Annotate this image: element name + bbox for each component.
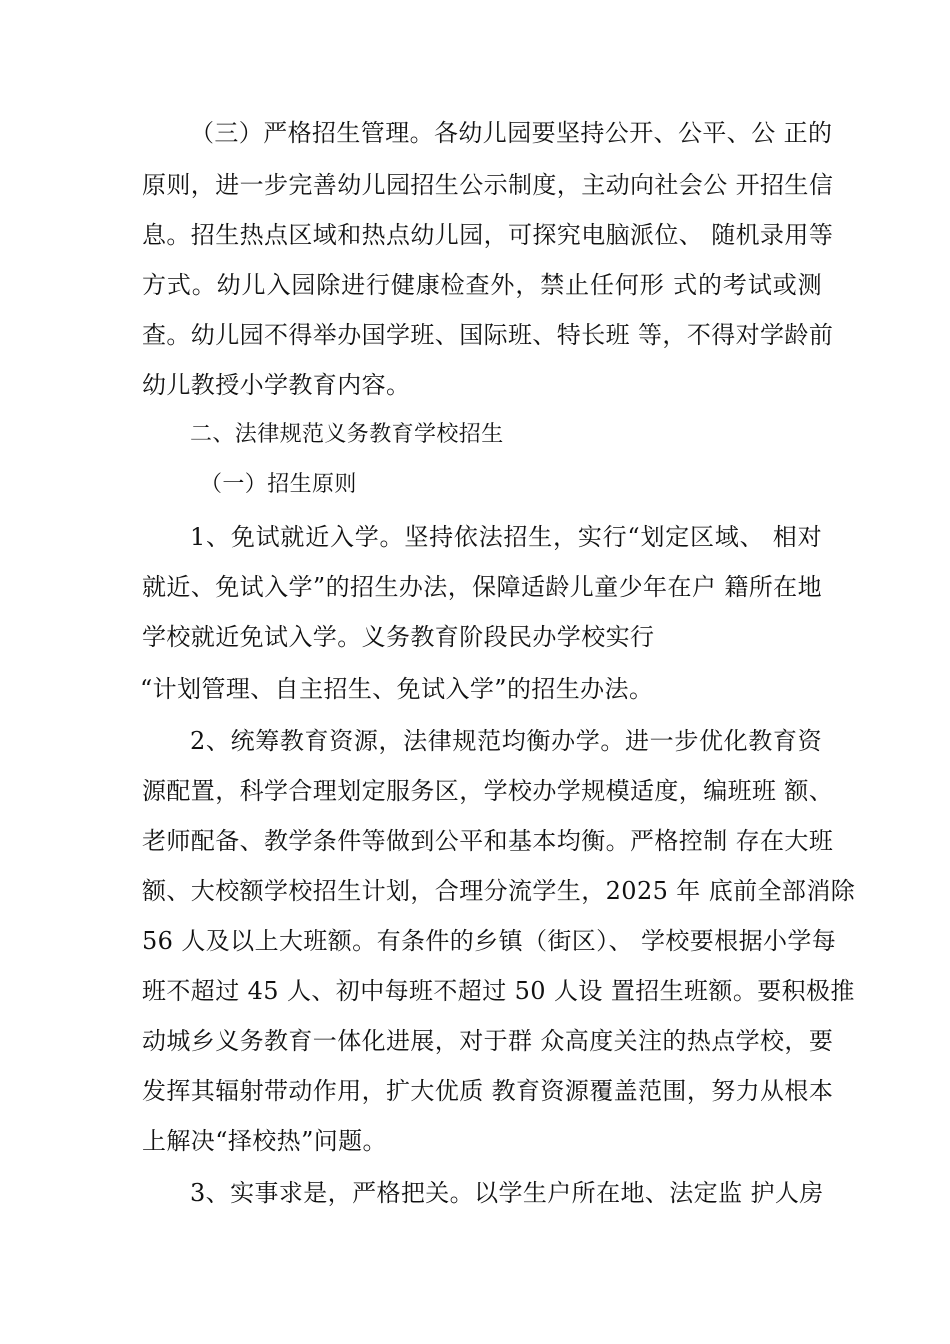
paragraph-kindergarten-enrollment-line-4: 方式。幼儿入园除进行健康检查外，禁止任何形 式的考试或测 [142, 271, 822, 299]
paragraph-verification-line-1: 3、实事求是，严格把关。以学生户所在地、法定监 护人房 [190, 1179, 824, 1207]
paragraph-resources-line-9: 上解决“择校热”问题。 [142, 1127, 387, 1155]
paragraph-kindergarten-enrollment-line-2: 原则，进一步完善幼儿园招生公示制度，主动向社会公 开招生信 [142, 171, 834, 199]
paragraph-resources-line-1: 2、统筹教育资源，法律规范均衡办学。进一步优化教育资 [190, 727, 822, 755]
paragraph-exam-free-line-3: 学校就近免试入学。义务教育阶段民办学校实行 [142, 623, 655, 651]
paragraph-resources-line-3: 老师配备、教学条件等做到公平和基本均衡。严格控制 存在大班 [142, 827, 834, 855]
paragraph-kindergarten-enrollment-line-3: 息。招生热点区域和热点幼儿园，可探究电脑派位、 随机录用等 [142, 221, 834, 249]
paragraph-kindergarten-enrollment-line-1: （三）严格招生管理。各幼儿园要坚持公开、公平、公 正的 [190, 119, 833, 147]
paragraph-exam-free-line-2: 就近、免试入学”的招生办法，保障适龄儿童少年在户 籍所在地 [142, 573, 822, 601]
paragraph-kindergarten-enrollment-line-5: 查。幼儿园不得举办国学班、国际班、特长班 等，不得对学龄前 [142, 321, 834, 349]
paragraph-resources-line-2: 源配置，科学合理划定服务区，学校办学规模适度，编班班 额、 [142, 777, 834, 805]
paragraph-resources-line-8: 发挥其辐射带动作用，扩大优质 教育资源覆盖范围，努力从根本 [142, 1077, 834, 1105]
paragraph-resources-line-5: 56 人及以上大班额。有条件的乡镇（街区）、 学校要根据小学每 [142, 927, 837, 955]
paragraph-exam-free-line-4: “计划管理、自主招生、免试入学”的招生办法。 [140, 675, 654, 703]
section-heading-compulsory-education: 二、法律规范义务教育学校招生 [190, 422, 504, 447]
paragraph-kindergarten-enrollment-line-6: 幼儿教授小学教育内容。 [142, 371, 411, 399]
paragraph-resources-line-7: 动城乡义务教育一体化进展，对于群 众高度关注的热点学校，要 [142, 1027, 834, 1055]
paragraph-resources-line-6: 班不超过 45 人、初中每班不超过 50 人设 置招生班额。要积极推 [142, 977, 855, 1005]
paragraph-exam-free-line-1: 1、免试就近入学。坚持依法招生，实行“划定区域、 相对 [190, 523, 822, 551]
subsection-heading-enrollment-principles: （一）招生原则 [200, 472, 357, 497]
paragraph-resources-line-4: 额、大校额学校招生计划，合理分流学生，2025 年 底前全部消除 [142, 877, 856, 905]
